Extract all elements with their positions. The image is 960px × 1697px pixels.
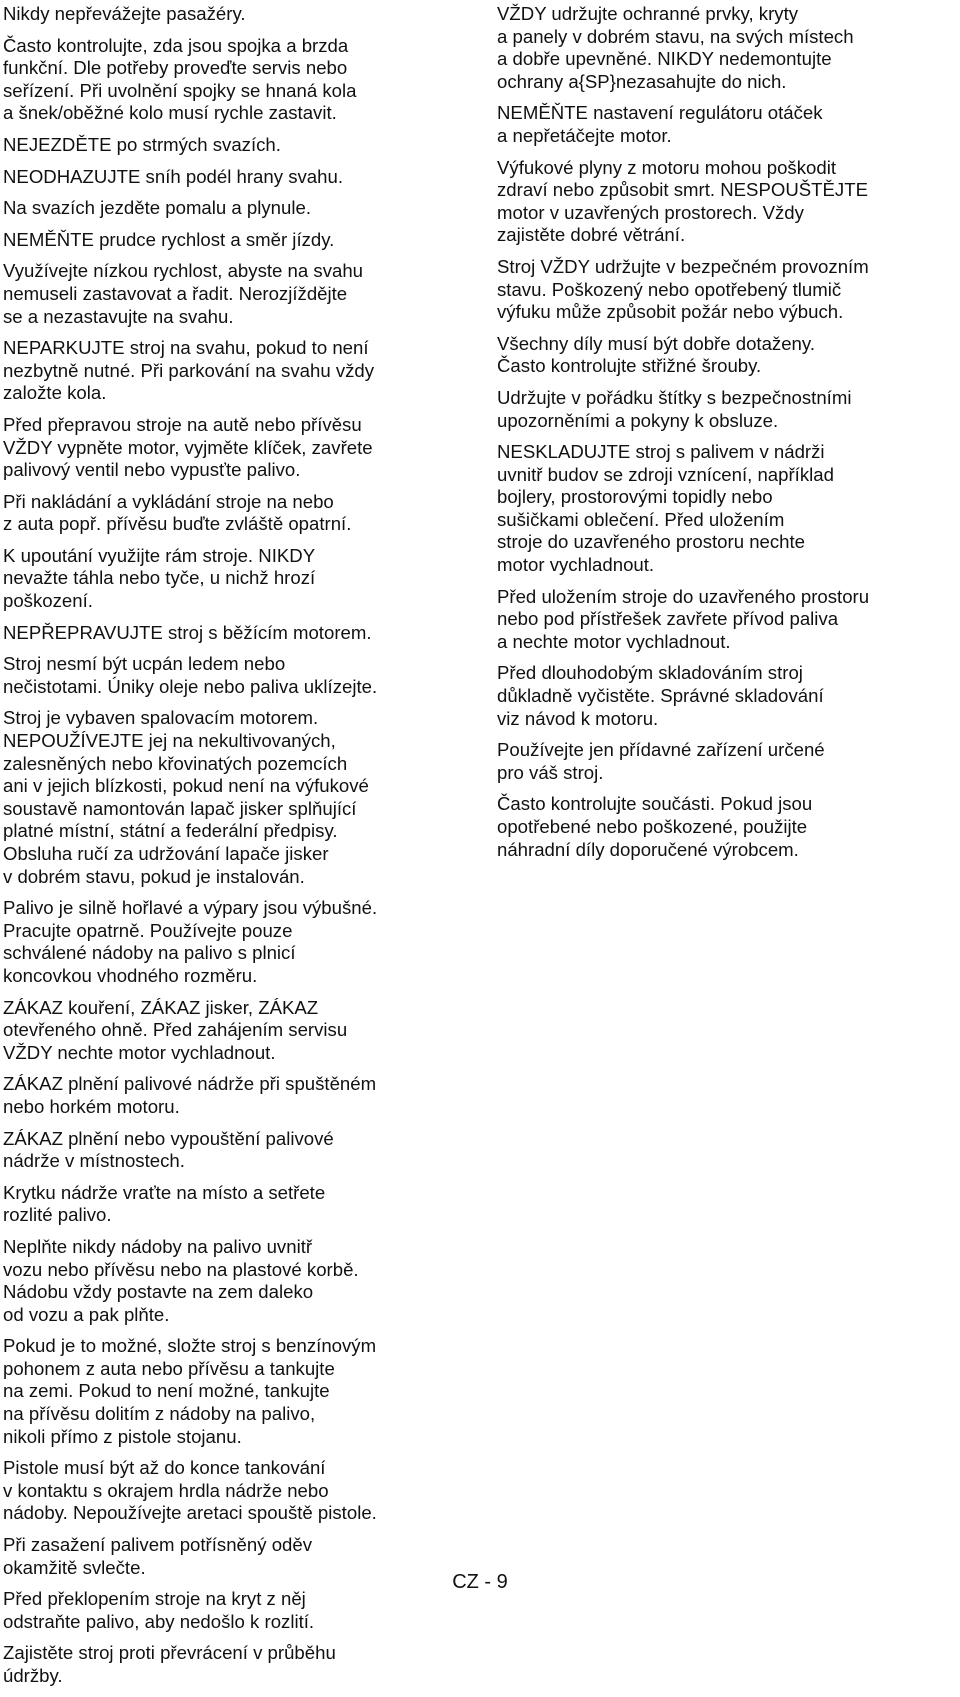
paragraph: Na svazích jezděte pomalu a plynule. xyxy=(3,197,312,219)
paragraph: Všechny díly musí být dobře dotaženy. Často kontrolujte střižné šrouby. xyxy=(497,332,815,377)
paragraph: Nikdy nepřevážejte pasažéry. xyxy=(3,3,246,24)
paragraph: Neplňte nikdy nádoby na palivo uvnitř vozu nebo přívěsu nebo na plastové korbě. Nádobu vždy postavte na zem daleko od vozu a pak plňte. xyxy=(3,1235,359,1325)
paragraph: Zajistěte stroj proti převrácení v průběhu údržby. xyxy=(3,1642,336,1686)
paragraph: NEPŘEPRAVUJTE stroj s běžícím motorem. xyxy=(3,621,372,643)
left-text-column xyxy=(3,3,473,1697)
paragraph: Využívejte nízkou rychlost, abyste na svahu nemuseli zastavovat a řadit. Nerozjíždějte se a nezastavujte na svahu. xyxy=(3,260,364,327)
paragraph: ZÁKAZ plnění palivové nádrže při spuštěném nebo horkém motoru. xyxy=(3,1073,377,1117)
paragraph: Stroj je vybaven spalovacím motorem. NEPOUŽÍVEJTE jej na nekultivovaných, zalesněných nebo křovinatých pozemcích ani v jejich blízkosti, pokud není na výfukové soustavě namontován lapač jisker splňující platné místní, státní a federální předpisy. Obsluha ručí za udržování lapače jisker v dobrém stavu, pokud je instalován. xyxy=(3,707,369,887)
paragraph: Pistole musí být až do konce tankování v kontaktu s okrajem hrdla nádrže nebo nádoby. Nepoužívejte aretaci spouště pistole. xyxy=(3,1457,377,1524)
paragraph: NEMĚŇTE nastavení regulátoru otáček a nepřetáčejte motor. xyxy=(497,102,823,146)
paragraph: VŽDY udržujte ochranné prvky, kryty a panely v dobrém stavu, na svých místech a dobře upevněné. NIKDY nedemontujte ochrany a{SP}nezasahujte do nich. xyxy=(497,3,854,92)
paragraph: Před uložením stroje do uzavřeného prostoru nebo pod přístřešek zavřete přívod paliva a nechte motor vychladnout. xyxy=(497,585,870,652)
paragraph: NEMĚŇTE prudce rychlost a směr jízdy. xyxy=(3,228,335,250)
paragraph: ZÁKAZ plnění nebo vypouštění palivové nádrže v místnostech. xyxy=(3,1127,334,1172)
paragraph: Krytku nádrže vraťte na místo a setřete rozlité palivo. xyxy=(3,1181,326,1226)
paragraph: Pokud je to možné, složte stroj s benzínovým pohonem z auta nebo přívěsu a tankujte na zemi. Pokud to není možné, tankujte na přívěsu dolitím z nádoby na palivo, nikoli přímo z pistole stojanu. xyxy=(3,1335,377,1447)
page-number: CZ - 9 xyxy=(452,1571,508,1593)
paragraph: Používejte jen přídavné zařízení určené pro váš stroj. xyxy=(497,739,825,783)
paragraph: Před dlouhodobým skladováním stroj důkladně vyčistěte. Správné skladování viz návod k motoru. xyxy=(497,662,824,729)
paragraph: Stroj VŽDY udržujte v bezpečném provozním stavu. Poškozený nebo opotřebený tlumič výfuku může způsobit požár nebo výbuch. xyxy=(497,255,869,323)
paragraph: Palivo je silně hořlavé a výpary jsou výbušné. Pracujte opatrně. Používejte pouze schválené nádoby na palivo s plnicí koncovkou vhodného rozměru. xyxy=(3,897,378,986)
paragraph: Udržujte v pořádku štítky s bezpečnostními upozorněními a pokyny k obsluze. xyxy=(497,386,852,431)
paragraph: Výfukové plyny z motoru mohou poškodit zdraví nebo způsobit smrt. NESPOUŠTĚJTE motor v uzavřených prostorech. Vždy zajistěte dobré větrání. xyxy=(497,156,868,246)
paragraph: ZÁKAZ kouření, ZÁKAZ jisker, ZÁKAZ otevřeného ohně. Před zahájením servisu VŽDY nechte motor vychladnout. xyxy=(3,996,348,1063)
paragraph: Často kontrolujte součásti. Pokud jsou opotřebené nebo poškozené, použijte náhradní díly doporučené výrobcem. xyxy=(497,793,813,860)
paragraph: K upoutání využijte rám stroje. NIKDY nevažte táhla nebo tyče, u nichž hrozí poškození. xyxy=(3,544,316,612)
paragraph: Při nakládání a vykládání stroje na nebo z auta popř. přívěsu buďte zvláště opatrní. xyxy=(3,490,352,535)
paragraph: Stroj nesmí být ucpán ledem nebo nečistotami. Úniky oleje nebo paliva uklízejte. xyxy=(3,653,378,697)
paragraph: NEJEZDĚTE po strmých svazích. xyxy=(3,133,281,155)
paragraph: NEPARKUJTE stroj na svahu, pokud to není nezbytně nutné. Při parkování na svahu vždy založte kola. xyxy=(3,337,375,404)
paragraph: NEODHAZUJTE sníh podél hrany svahu. xyxy=(3,165,343,187)
paragraph: Před překlopením stroje na kryt z něj odstraňte palivo, aby nedošlo k rozlití. xyxy=(3,1588,315,1632)
paragraph: Při zasažení palivem potřísněný oděv okamžitě svlečte. xyxy=(3,1534,313,1578)
right-text-column xyxy=(497,3,960,870)
paragraph: NESKLADUJTE stroj s palivem v nádrži uvnitř budov se zdroji vznícení, například bojlery, prostorovými topidly nebo sušičkami oblečení. Před uložením stroje do uzavřeného prostoru nechte motor vychladnout. xyxy=(497,441,834,576)
paragraph: Často kontrolujte, zda jsou spojka a brzda funkční. Dle potřeby proveďte servis nebo seřízení. Při uvolnění spojky se hnaná kola a šnek/oběžné kolo musí rychle zastavit. xyxy=(3,34,357,124)
paragraph: Před přepravou stroje na autě nebo přívěsu VŽDY vypněte motor, vyjměte klíček, zavřete palivový ventil nebo vypusťte palivo. xyxy=(3,413,373,481)
